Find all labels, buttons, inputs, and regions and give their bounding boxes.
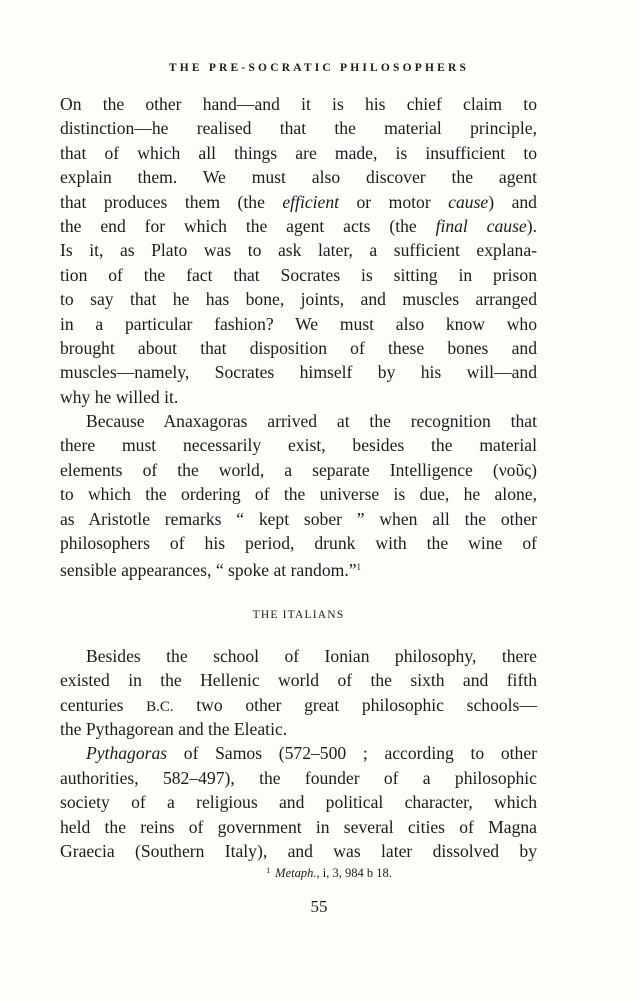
paragraph-start: Besides the school of Ionian philosophy, there — [86, 645, 537, 666]
text-line: distinction—he realised that the material principle, — [60, 118, 537, 139]
text-line: there must necessarily exist, besides the material — [60, 435, 537, 456]
text-line: sensible appearances, “ spoke at random.”$^1$ — [60, 560, 362, 581]
text-line: On the other hand—and it is his chief claim to — [60, 94, 537, 114]
italic-term: efficient — [282, 191, 340, 212]
text-line: Graecia (Southern Italy), and was later dissolved by — [60, 840, 537, 861]
paragraph-start: Pythagoras of Samos (572–500 ; according to other — [86, 743, 537, 764]
text-line: authorities, 582–497), the founder of a philosophic — [60, 767, 537, 788]
text-line: to which the ordering of the universe is due, he alone, — [60, 484, 537, 505]
italic-term: cause — [448, 191, 489, 212]
era-abbreviation: B.C. — [146, 698, 174, 715]
italic-name: Pythagoras — [86, 743, 168, 764]
running-head: THE PRE-SOCRATIC PHILOSOPHERS — [168, 62, 470, 74]
section-title: THE ITALIANS — [252, 608, 345, 621]
text-line: elements of the world, a separate Intelligence (νοῦς) — [60, 459, 537, 480]
text-line: existed in the Hellenic world of the sixth and fifth — [60, 670, 537, 691]
text-line: to say that he has bone, joints, and muscles arranged — [60, 289, 537, 310]
footnote-marker: 1 — [266, 866, 271, 875]
footnote — [0, 866, 638, 881]
text-line: philosophers of his period, drunk with the wine of — [60, 533, 537, 554]
text-line: that of which all things are made, is insufficient to — [60, 142, 537, 163]
text-line: in a particular fashion? We must also know who — [60, 313, 537, 334]
text-line: why he willed it. — [60, 386, 179, 407]
italic-term: final cause — [435, 215, 527, 236]
text-line: that produces them (the efficient or motor cause) and — [60, 191, 537, 212]
text-line: tion of the fact that Socrates is sitting in prison — [60, 264, 537, 285]
text-line: explain them. We must also discover the agent — [60, 167, 537, 188]
text-line: as Aristotle remarks “ kept sober ” when all the other — [60, 508, 537, 529]
page-number: 55 — [310, 897, 328, 916]
footnote-reference: , i, 3, 984 b 18. — [316, 866, 392, 880]
text-line: the end for which the agent acts (the final cause). — [60, 215, 537, 236]
text-line: society of a religious and political character, which — [60, 792, 537, 813]
text-line: brought about that disposition of these bones and — [60, 337, 537, 358]
text-line: the Pythagorean and the Eleatic. — [60, 718, 288, 739]
main-text — [60, 92, 537, 863]
footnote-ref: 1 — [356, 562, 362, 573]
text-line: held the reins of government in several cities of Magna — [60, 816, 537, 837]
paragraph-start: Because Anaxagoras arrived at the recognition that — [86, 411, 537, 432]
text-line: muscles—namely, Socrates himself by his will—and — [60, 362, 537, 383]
footnote-work: Metaph. — [275, 866, 317, 880]
text-line: centuries B.C. two other great philosophic schools— — [60, 694, 537, 715]
text-line: Is it, as Plato was to ask later, a sufficient explana- — [60, 240, 537, 261]
